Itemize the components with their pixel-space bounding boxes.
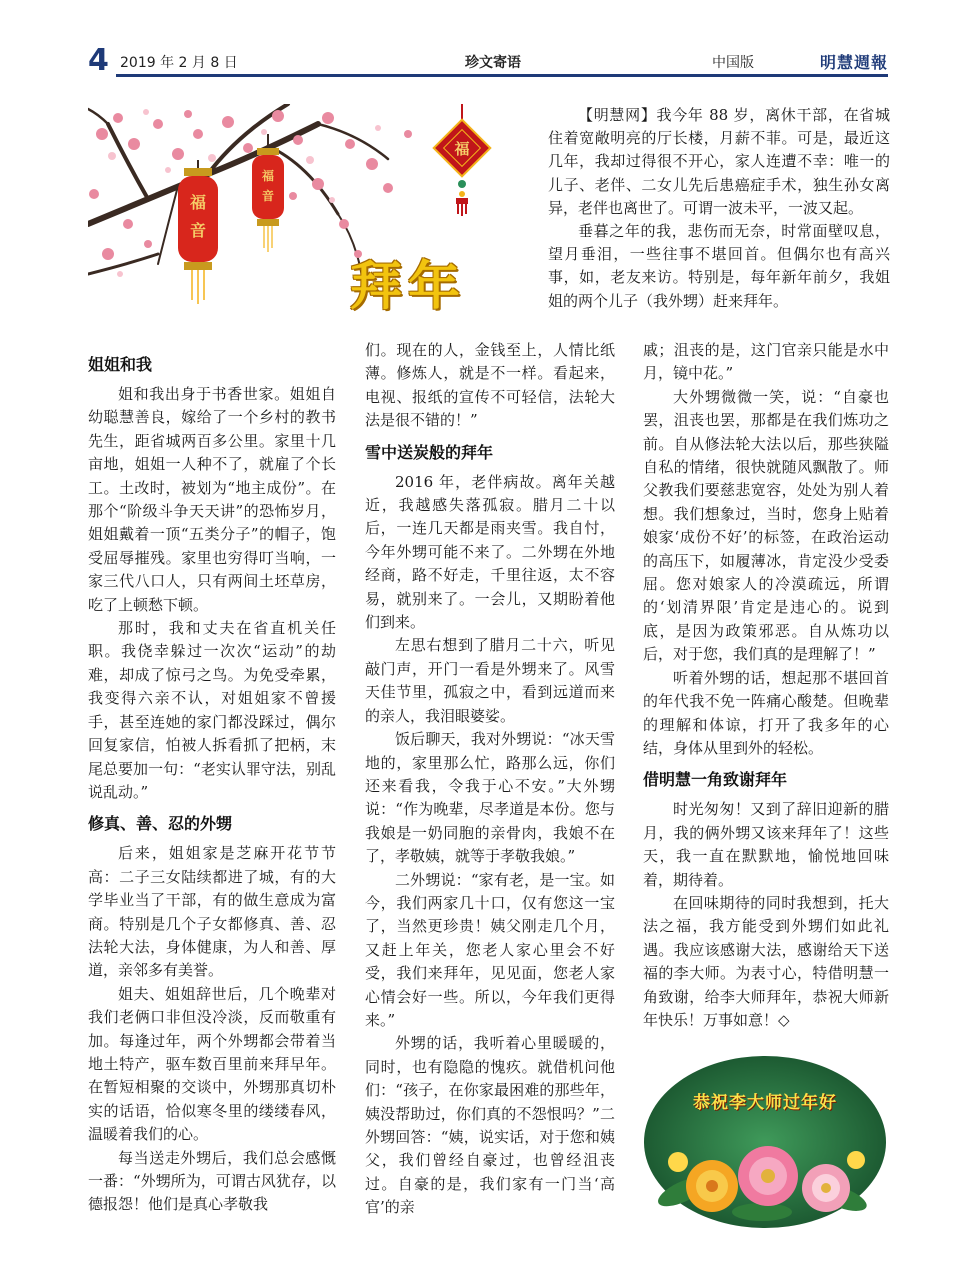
- intro-text: [548, 104, 890, 313]
- page-number: 4: [88, 43, 109, 78]
- paragraph: 们。现在的人，金钱至上，人情比纸薄。修炼人，就是不一样。看起来，电视、报纸的宣传不可轻信，法轮大法是很不错的！”: [365, 341, 615, 430]
- paragraph: 听着外甥的话，想起那不堪回首的年代我不免一阵痛心酸楚。但晚辈的理解和体谅，打开了我多年的心结，身体从里到外的轻松。: [643, 668, 889, 757]
- article-column-2: [365, 339, 615, 1220]
- paragraph: 在回味期待的同时我想到，托大法之福，我方能受到外甥们如此礼遇。我应该感谢大法，感谢给天下送福的李大师。为表寸心，特借明慧一角致谢，给李大师拜年，恭祝大师新年快乐！万事如意！◇: [643, 893, 889, 1029]
- banner-title: 拜年: [350, 257, 467, 317]
- paragraph: 饭后聊天，我对外甥说：“冰天雪地的，家里那么忙，路那么远，你们还来看我，令我于心不安。”大外甥说：“作为晚辈，尽孝道是本份。您与我娘是一奶同胞的亲骨肉，我娘不在了，孝敬姨，就等于孝敬我娘。”: [365, 730, 615, 866]
- section-heading: 修真、善、忍的外甥: [88, 814, 233, 834]
- section-heading: 姐姐和我: [88, 355, 153, 374]
- paper-name: 明慧週報: [819, 53, 888, 72]
- lantern-text-2a: 福: [261, 169, 275, 183]
- page-header: [88, 44, 888, 78]
- paragraph: 姐夫、姐姐辞世后，几个晚辈对我们老俩口非但没冷淡，反而敬重有加。每逢过年，两个外甥都会带着当地土特产，驱车数百里前来拜早年。在暂短相聚的交谈中，外甥那真切朴实的话语，恰似寒冬里的缕缕春风，温暖着我们的心。: [88, 984, 336, 1144]
- paragraph: 2016 年，老伴病故。离年关越近，我越感失落孤寂。腊月二十以后，一连几天都是雨夹雪。我自忖，今年外甥可能不来了。二外甥在外地经商，路不好走，千里往返，太不容易，就别来了。一会儿，又期盼着他们到来。: [365, 472, 615, 632]
- paragraph: 大外甥微微一笑，说：“自豪也罢，沮丧也罢，那都是在我们炼功之前。自从修法轮大法以后，那些狭隘自私的情绪，很快就随风飘散了。师父教我们要慈悲宽容，处处为别人着想。我们想象过，当时，您身上贴着娘家‘成份不好’的标签，在政治运动的高压下，如履薄冰，肯定没少受委屈。您对娘家人的冷漠疏远，所谓的‘划清界限’肯定是违心的。说到底，是因为政策邪恶。自从炼功以后，对于您，我们真的是理解了！”: [643, 387, 889, 664]
- paragraph: 左思右想到了腊月二十六，听见敲门声，开门一看是外甥来了。风雪天佳节里，孤寂之中，看到远道而来的亲人，我泪眼婆娑。: [365, 636, 615, 725]
- intro-paragraph: 【明慧网】我今年 88 岁，离休干部，在省城住着宽敞明亮的厅长楼，月薪不菲。可是，最近这几年，我却过得很不开心，家人连遭不幸：唯一的儿子、老伴、二女儿先后患癌症手术，独生孙女离异，老伴也离世了。可谓一波未平，一波又起。: [548, 106, 890, 217]
- paragraph: 每当送走外甥后，我们总会感慨一番：“外甥所为，可谓古风犹存，以德报怨！他们是真心孝敬我: [88, 1148, 336, 1214]
- intro-paragraph: 垂暮之年的我，悲伤而无奈，时常面壁叹息，望月垂泪，一些往事不堪回首。但偶尔也有高兴事，如，老友来访。特别是，每年新年前夕，我姐姐的两个儿子（我外甥）赶来拜年。: [548, 222, 890, 310]
- knot-text: 福: [454, 140, 470, 158]
- plum-blossom-illustration: [88, 104, 538, 336]
- lantern-text-1b: 音: [189, 221, 207, 240]
- paragraph: 姐和我出身于书香世家。姐姐自幼聪慧善良，嫁给了一个乡村的教书先生，距省城两百多公里。家里十几亩地，姐姐一人种不了，就雇了个长工。土改时，被划为“地主成份”。在那个“阶级斗争天天讲”的恐怖岁月，姐姐戴着一顶“五类分子”的帽子，饱受屈辱摧残。家里也穷得叮当响，一家三代八口人，只有两间土坯草房，吃了上顿愁下顿。: [88, 385, 336, 614]
- article-column-3: [643, 339, 889, 1032]
- lantern-text-2b: 音: [261, 189, 275, 203]
- paragraph: 那时，我和丈夫在省直机关任职。我侥幸躲过一次次“运动”的劫难，却成了惊弓之鸟。为免受牵累，我变得六亲不认，对姐姐家不曾援手，甚至连她的家门都没踩过，偶尔回复家信，怕被人拆看抓了把柄，末尾总要加一句：“老实认罪守法，别乱说乱动。”: [88, 619, 336, 801]
- edition-label: 中国版: [712, 55, 754, 71]
- header-rule: [116, 74, 888, 77]
- column-title: 珍文寄语: [465, 55, 521, 71]
- paragraph: 后来，姐姐家是芝麻开花节节高：二子三女陆续都进了城，有的大学毕业当了干部，有的做生意成为富商。特别是几个子女都修真、善、忍法轮大法，身体健康，为人和善、厚道，亲邻多有美誉。: [88, 844, 336, 980]
- paragraph: 外甥的话，我听着心里暖暖的，同时，也有隐隐的愧疚。就借机问他们：“孩子，在你家最困难的那些年，姨没帮助过，你们真的不怨恨吗？”二外甥回答：“姨，说实话，对于您和姨父，我们曾经自豪过，也曾经沮丧过。自豪的是，我们家有一门当‘高官’的亲: [365, 1034, 615, 1217]
- issue-date: 2019 年 2 月 8 日: [120, 55, 238, 71]
- greeting-card: [642, 1052, 888, 1232]
- paragraph: 二外甥说：“家有老，是一宝。如今，我们两家几十口，仅有您这一宝了，当然更珍贵！姨父刚走几个月，又赶上年关，您老人家心里会不好受，我们来拜年，见见面，您老人家心情会好一些。所以，今年我们更得来。”: [365, 870, 615, 1029]
- lantern-text-1a: 福: [189, 193, 207, 212]
- new-year-banner: [88, 104, 538, 336]
- paragraph: 时光匆匆！又到了辞旧迎新的腊月，我的俩外甥又该来拜年了！这些天，我一直在默默地，愉悦地回味着，期待着。: [643, 800, 889, 889]
- section-heading: 雪中送炭般的拜年: [365, 442, 494, 462]
- article-column-1: [88, 349, 336, 1217]
- paragraph: 戚；沮丧的是，这门官亲只能是水中月，镜中花。”: [643, 341, 889, 383]
- card-greeting-text: 恭祝李大师过年好: [693, 1093, 837, 1113]
- section-heading: 借明慧一角致谢拜年: [643, 770, 788, 790]
- peony-card-illustration: [642, 1052, 888, 1232]
